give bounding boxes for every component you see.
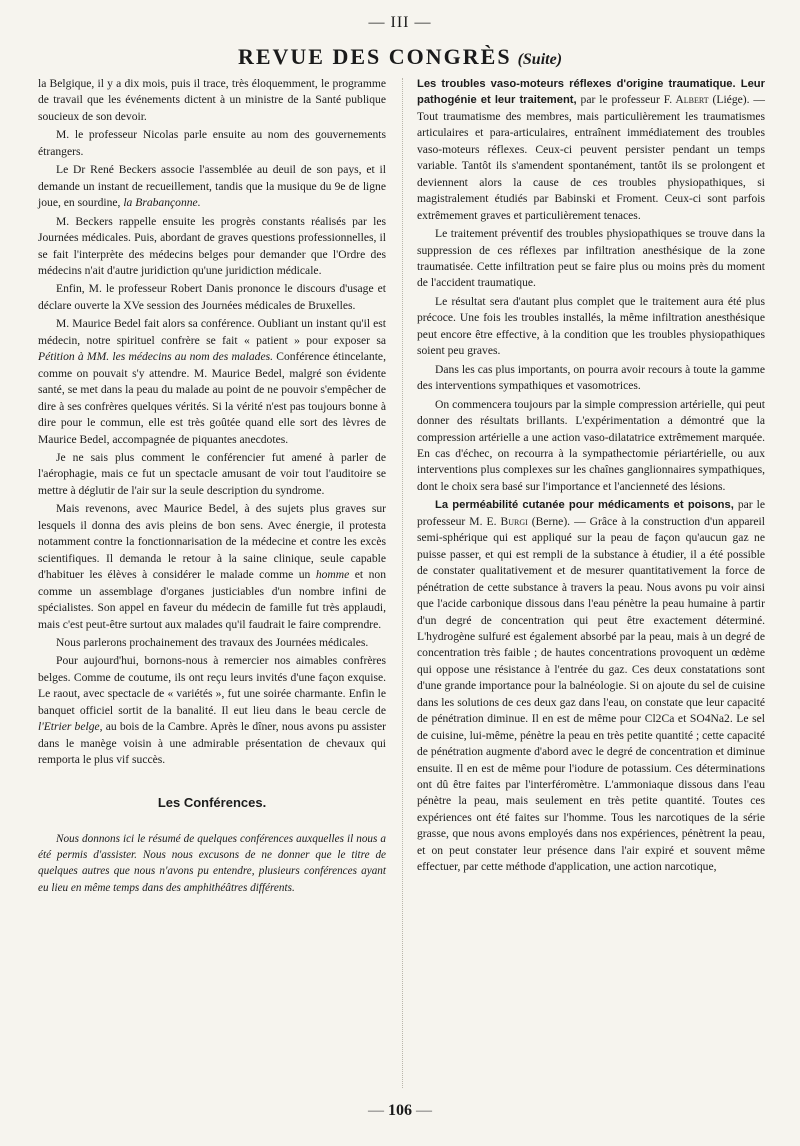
- paragraph-text: (Liége). — Tout traumatisme des membres, mais particulièrement les traumatismes articulaires et para-articulaires, entraînent immédiatement des troubles vaso-moteurs réflexes. Ceux-ci peuvent persister pendant un temps variable. Tantôt ils s'amendent spontanément, tantôt ils se prolongent et deviennent alors la cause de ces troubles physiopathiques, si magistralement étudiés par Babinski et Froment. Ceux-ci sont parfois extrêmement graves et particulièrement tenaces.: [417, 93, 766, 222]
- paragraph-text: Mais revenons, avec Maurice Bedel, à des sujets plus graves sur lesquels il donna des avis pleins de bon sens. Avec énergie, il protesta notamment contre la fonctionnarisation de la médecine et contre les excès scientifiques. Il demanda le retour à la saine clinique, seule capable d'habituer les élèves à considérer le malade comme un: [38, 502, 386, 582]
- roman-page-number: — III —: [368, 14, 432, 31]
- page-number-dash: —: [368, 1102, 384, 1119]
- article-columns: [38, 76, 765, 1096]
- italic-text: la Brabançonne.: [123, 196, 201, 210]
- left-column: [38, 76, 386, 1096]
- author-name: M. E. Burgi: [469, 514, 528, 528]
- italic-text: l'Etrier belge,: [38, 720, 103, 734]
- paragraph-text: par le professeur: [417, 498, 766, 528]
- paragraph-text: M. Maurice Bedel fait alors sa conférence. Oubliant un instant qu'il est médecin, notre spirituel confrère se fait « patient » pour exposer sa: [38, 317, 386, 347]
- paragraph-text: par le professeur: [576, 93, 664, 107]
- paragraph-text: Le Dr René Beckers associe l'assemblée au deuil de son pays, et il demande un instant de recueillement, tandis que la musique du 9e de ligne joue, en sourdine,: [38, 163, 386, 210]
- conference-title: La perméabilité cutanée pour médicaments et poisons,: [435, 499, 734, 512]
- paragraph-text: (Berne). — Grâce à la construction d'un appareil semi-sphérique qui est appliqué sur la peau de façon qu'aucun gaz ne puisse passer, et qui est rempli de la substance à étudier, il a été possible de constater qualitativement et de mesurer quantitativement la force de pénétration de cette substance à travers la peau. Nous avons pu voir ainsi que l'acide carbonique dissous dans l'eau pénètre la peau humaine à partir d'un degré de concentration qui peut être exactement déterminé. L'hydrogène sulfuré est également absorbé par la peau, mais à un degré de concentration très faible ; de hautes concentrations provoquent un œdème qui oppose une résistance à l'entrée du gaz. Ces deux constatations sont d'une grande importance pour la balnéologie. Si on ajoute du sel de cuisine dans les solutions de ces deux gaz dans l'eau, on constate que leur capacité de pénétration diminue. Il en est de même pour Cl2Ca et SO4Na2. Le sel de cuisine, lui-même, pénètre la peau en très petite quantité ; cette capacité de pénétration augmente d'abord avec le degré de concentration et diminue ensuite. Il en est de même pour l'iodure de potassium. Ces déterminations ont dû être faites par l'interféromètre. L'ammoniaque dissous dans l'eau pénètre la peau, mais seulement en très petite quantité. Toutes ces expériences ont été faites sur l'homme. Tous les narcotiques de la série grasse, que nous avons employés dans nos expériences, pénètrent la peau, et on peut constater leur présence dans l'air expiré et souvent même effectuer, par cette méthode d'application, une action narcotique,: [417, 514, 765, 874]
- paragraph: Je ne sais plus comment le conférencier fut amené à parler de l'aérophagie, mais ce fut un spectacle amusant de voir tout l'auditoire se mettre à déglutir de l'air sur la seule description du syndrome.: [38, 450, 386, 497]
- italic-text: Pétition à MM. les médecins au nom des malades.: [38, 350, 274, 364]
- page-number: [0, 1102, 800, 1120]
- title-text: REVUE DES CONGRÈS: [237, 44, 512, 69]
- right-column: [417, 76, 765, 1096]
- paragraph: Enfin, M. le professeur Robert Danis prononce le discours d'usage et déclare ouverte la XVe session des Journées médicales de Bruxelles.: [38, 282, 386, 312]
- paragraph: Dans les cas plus importants, on pourra avoir recours à toute la gamme des interventions sympathiques et vasomotrices.: [417, 362, 765, 393]
- paragraph: Nous parlerons prochainement des travaux des Journées médicales.: [56, 635, 369, 649]
- section-intro: Nous donnons ici le résumé de quelques conférences auxquelles il nous a été permis d'assister. Nous nous excusons de ne donner que le titre de quelques autres que nous n'avons pu entendre, plusieurs conférences ayant eu lieu en même temps dans des amphithéâtres différents.: [38, 833, 386, 894]
- paragraph-text: Pour aujourd'hui, bornons-nous à remercier nos aimables confrères belges. Comme de coutume, ils ont reçu leurs invités d'une façon exquise. Le raout, avec spectacle de « variétés », fut une soirée charmante. Enfin le banquet officiel sortit de la banalité. Il eut lieu dans le beau cercle de: [38, 654, 386, 717]
- page-number-value: 106: [388, 1102, 412, 1119]
- page-number-dash: —: [416, 1102, 432, 1119]
- paragraph-text: au bois de la Cambre. Après le dîner, nous avons pu assister dans le manège voisin à une admirable présentation de chevaux qui remporta le plus vif succès.: [38, 720, 386, 767]
- paragraph: Le résultat sera d'autant plus complet que le traitement aura été plus précoce. Une fois les troubles installés, la même infiltration anesthésique peut encore être effective, à la condition que les troubles physiopathiques soient peu graves.: [417, 294, 765, 358]
- paragraph-text: et non comme un assemblage d'organes justiciables d'un nombre infini de spécialistes. Son appel en faveur du médecin de famille fut très applaudi, mais c'est peut-être surtout aux malades qu'il faudrait le faire comprendre.: [38, 568, 386, 631]
- paragraph: [38, 316, 386, 448]
- paragraph: [38, 162, 386, 211]
- conference-entry: [417, 76, 765, 224]
- paragraph: la Belgique, il y a dix mois, puis il trace, très éloquemment, le programme de travail que les événements dictent à un ministre de la Santé publique soucieux de son devoir.: [38, 77, 386, 123]
- paragraph: M. Beckers rappelle ensuite les progrès constants réalisés par les Journées médicales. Puis, abordant de graves questions professionnelles, il se fait l'interprète des médecins belges pour demander que l'Ordre des médecins n'ait d'autre juridiction qu'une juridiction médicale.: [38, 214, 386, 277]
- italic-text: homme: [315, 568, 350, 582]
- paragraph-text: Conférence étincelante, comme on pouvait s'y attendre. M. Maurice Bedel, malgré son évidente santé, se met dans la peau du malade au point de ne pouvoir s'empêcher de dire à ses confrères quelques vérités. Si la vérité n'est pas toujours bonne à dire pour le commun, elle est très goûtée quand elle sort des lèvres de Maurice Bedel, accompagnée de piquantes anecdotes.: [38, 350, 386, 446]
- conference-entry: [417, 497, 765, 875]
- conference-title: Les troubles vaso-moteurs réflexes d'origine traumatique. Leur pathogénie et leur traitement,: [417, 78, 765, 107]
- paragraph: M. le professeur Nicolas parle ensuite au nom des gouvernements étrangers.: [38, 128, 386, 158]
- paragraph: On commencera toujours par la simple compression artérielle, qui peut donner des résultats brillants. L'expérimentation a démontré que la compression artérielle a une action vaso-dilatatrice extrêmement marquée. En cas d'échec, on recourra à la sympathectomie périartérielle, ou aux interventions plus complexes sur les chaînes ganglionnaires sympathiques, dont le choix sera basé sur l'importance et l'ancienneté des lésions.: [417, 397, 765, 493]
- title-suite: (Suite): [517, 51, 563, 68]
- section-heading: Les Conférences.: [157, 794, 267, 810]
- author-name: F. Albert: [663, 93, 709, 107]
- paragraph: Le traitement préventif des troubles physiopathiques se trouve dans la suppression de ces réflexes par infiltration anesthésique de la zone traumatisée. Cette infiltration peut se faire plus ou moins près du moment de l'accident traumatique.: [417, 227, 765, 290]
- paragraph: [38, 653, 386, 768]
- paragraph: [38, 501, 386, 633]
- page-title: [0, 44, 800, 70]
